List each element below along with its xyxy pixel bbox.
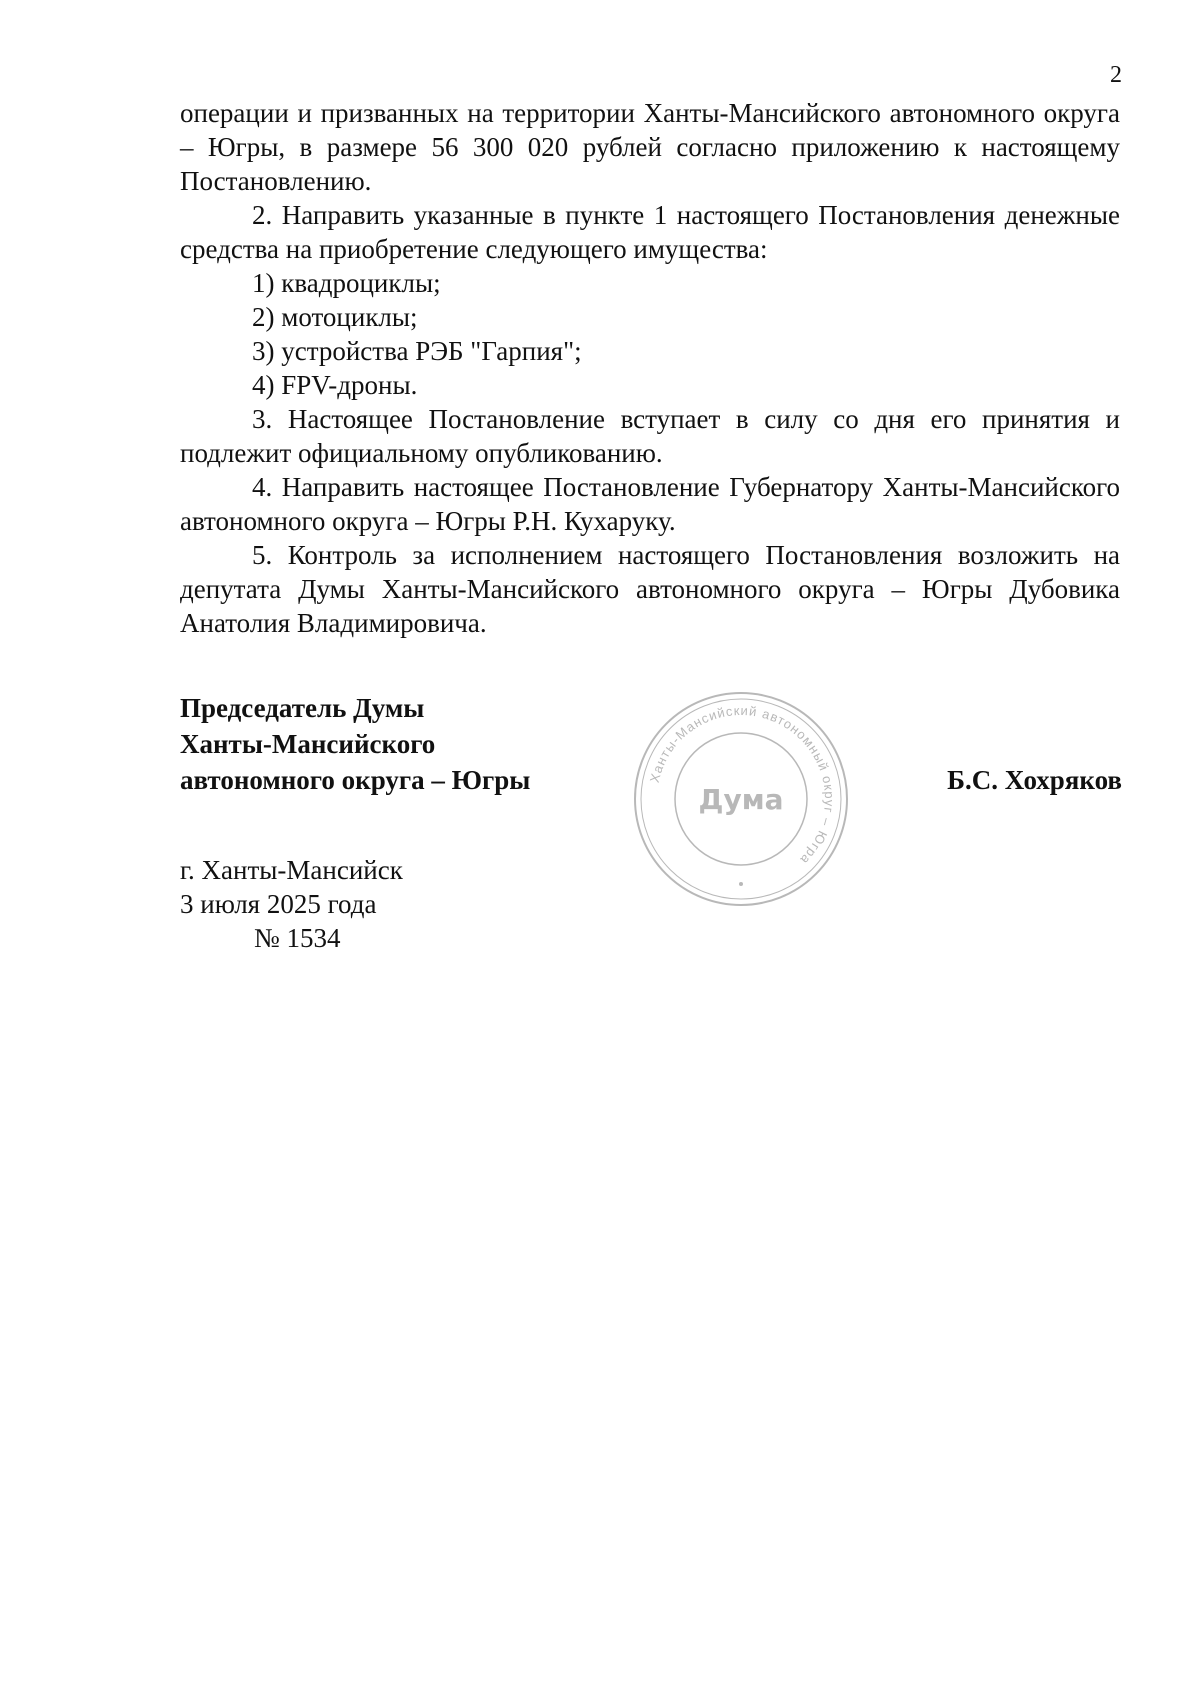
seal-center-text: Дума bbox=[698, 783, 784, 816]
seal-graphic bbox=[630, 688, 852, 910]
place-date-block bbox=[180, 853, 403, 955]
seal-ring-textpath: Ханты-Мансийский автономный округ – Югра bbox=[646, 702, 838, 868]
official-seal bbox=[630, 688, 852, 910]
paragraph-5: 5. Контроль за исполнением настоящего Постановления возложить на депутата Думы Ханты-Мансийского автономного округа – Югры Дубовика Анатолия Владимировича. bbox=[180, 540, 1120, 638]
paragraph-2: 2. Направить указанные в пункте 1 настоящего Постановления денежные средства на приобретение следующего имущества: bbox=[180, 200, 1120, 264]
signature-title-line-2: Ханты-Мансийского bbox=[180, 729, 436, 759]
paragraph-4: 4. Направить настоящее Постановление Губернатору Ханты-Мансийского автономного округа – Югры Р.Н. Кухаруку. bbox=[180, 472, 1120, 536]
paragraph-1: операции и призванных на территории Ханты-Мансийского автономного округа – Югры, в размере 56 300 020 рублей согласно приложению к настоящему Постановлению. bbox=[180, 98, 1120, 196]
page-number: 2 bbox=[1110, 62, 1122, 88]
document-body bbox=[180, 96, 1120, 640]
list-item-1: 1) квадроциклы; bbox=[252, 268, 441, 298]
seal-dot bbox=[739, 882, 743, 886]
list-item-4: 4) FPV-дроны. bbox=[252, 370, 418, 400]
list-item-2: 2) мотоциклы; bbox=[252, 302, 418, 332]
signature-title-line-3: автономного округа – Югры bbox=[180, 765, 531, 795]
signer-name: Б.С. Хохряков bbox=[947, 765, 1122, 795]
paragraph-3: 3. Настоящее Постановление вступает в силу со дня его принятия и подлежит официальному опубликованию. bbox=[180, 404, 1120, 468]
document-number: № 1534 bbox=[254, 923, 341, 953]
signature-title bbox=[180, 690, 530, 798]
city: г. Ханты-Мансийск bbox=[180, 855, 403, 885]
signature-title-line-1: Председатель Думы bbox=[180, 693, 425, 723]
list-item-3: 3) устройства РЭБ "Гарпия"; bbox=[252, 336, 582, 366]
document-date: 3 июля 2025 года bbox=[180, 889, 377, 919]
